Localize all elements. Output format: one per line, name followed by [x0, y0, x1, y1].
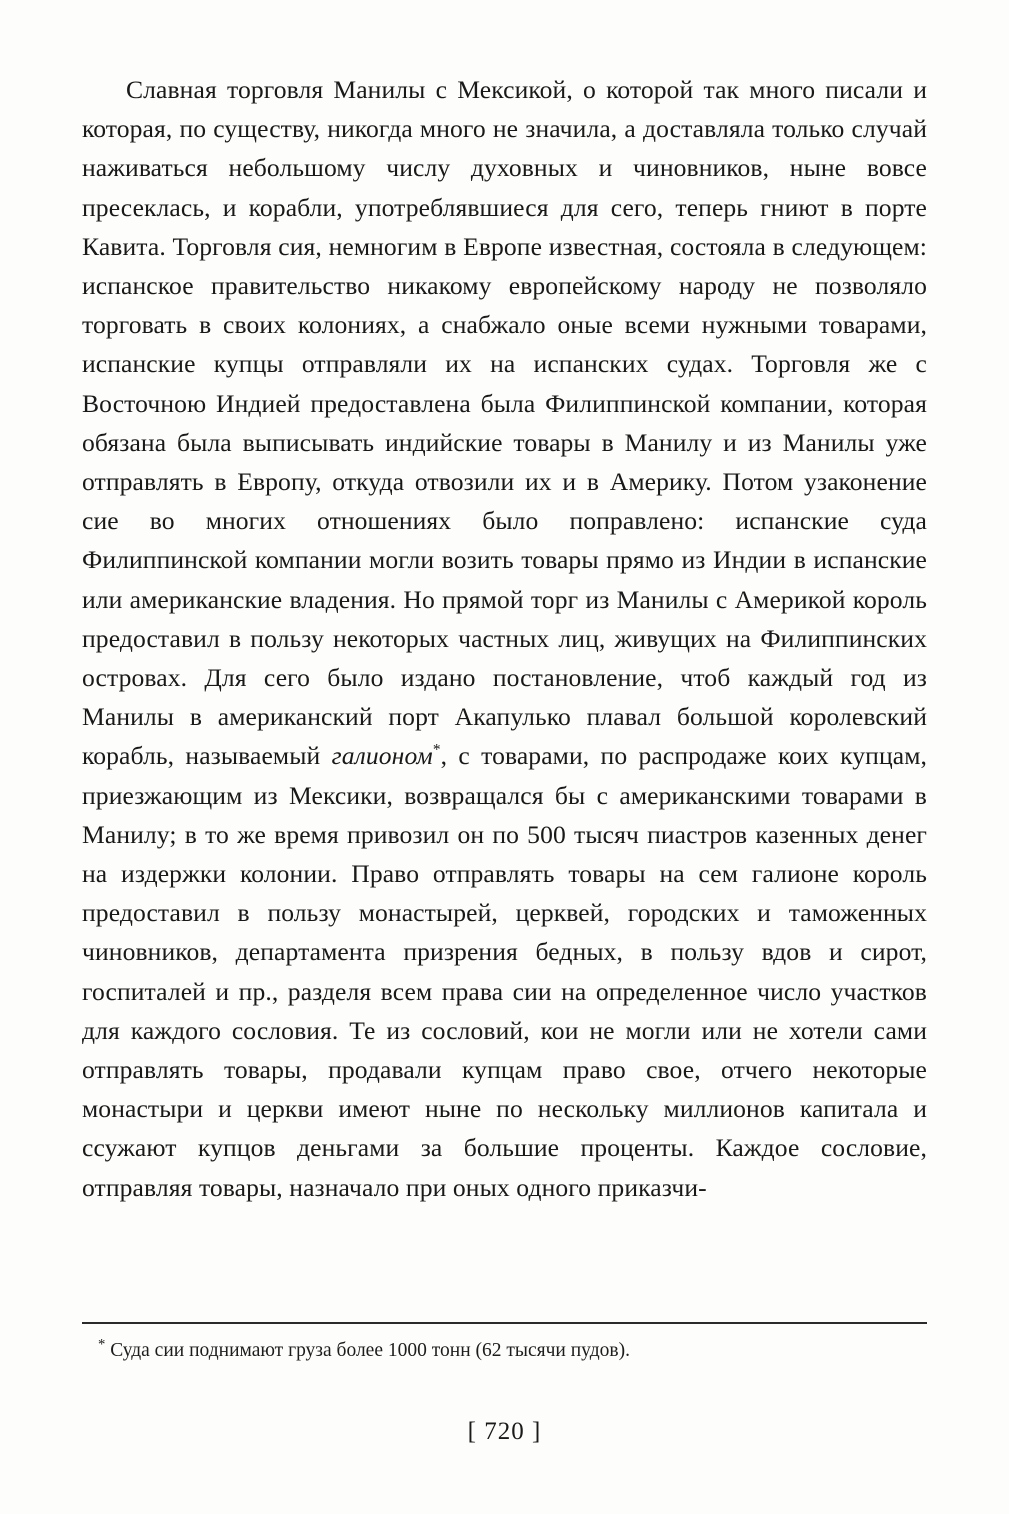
paragraph-text	[82, 70, 927, 1207]
footnote-reference-marker: *	[432, 741, 441, 759]
paragraph-part-1: Славная торговля Манилы с Мексикой, о которой так много писали и которая, по существу, никогда много не значила, а доставляла только случай наживаться небольшому числу духовных и чиновников, ныне вовсе пресеклась, и корабли, употреблявшиеся для сего, теперь гниют в порте Кавита. Торговля сия, немногим в Европе известная, состояла в следующем: испанское правительство никакому европейскому народу не позволяло торговать в своих колониях, а снабжало оные всеми нужными товарами, испанские купцы отправляли их на испанских судах. Торговля же с Восточною Индией предоставлена была Филиппинской компании, которая обязана была выписывать индийские товары в Манилу и из Манилы уже отправлять в Европу, откуда отвозили их и в Америку. Потом узаконение сие во многих отношениях было поправлено: испанские суда Филиппинской компании могли возить товары прямо из Индии в испанские или американские владения. Но прямой торг из Манилы с Америкой король предоставил в пользу некоторых частных лиц, живущих на Филиппинских островах. Для сего было издано постановление, чтоб каждый год из Манилы в американский порт Акапулько плавал большой королевский корабль, называемый	[82, 75, 927, 771]
footnote-text: Суда сии поднимают груза более 1000 тонн (62 тысячи пудов).	[110, 1340, 630, 1361]
page-number: [ 720 ]	[467, 1418, 542, 1445]
body-paragraph	[82, 70, 927, 1207]
footnote	[98, 1338, 928, 1364]
italic-term: галионом	[331, 741, 433, 771]
footnote-symbol: *	[98, 1336, 106, 1353]
paragraph-part-2: , с товарами, по распродаже коих купцам, приезжающим из Мексики, возвращался бы с американскими товарами в Манилу; в то же время привозил он по 500 тысяч пиастров казенных денег на издержки колонии. Право отправлять товары на сем галионе король предоставил в пользу монастырей, церквей, городских и таможенных чиновников, департамента призрения бедных, в пользу вдов и сирот, госпиталей и пр., разделя всем права сии на определенное число участков для каждого сословия. Те из сословий, кои не могли или не хотели сами отправлять товары, продавали купцам право свое, отчего некоторые монастыри и церкви имеют ныне по нескольку миллионов капитала и ссужают купцов деньгами за большие проценты. Каждое сословие, отправляя товары, назначало при оных одного приказчи-	[82, 741, 928, 1202]
footnote-separator-rule	[82, 1322, 927, 1324]
